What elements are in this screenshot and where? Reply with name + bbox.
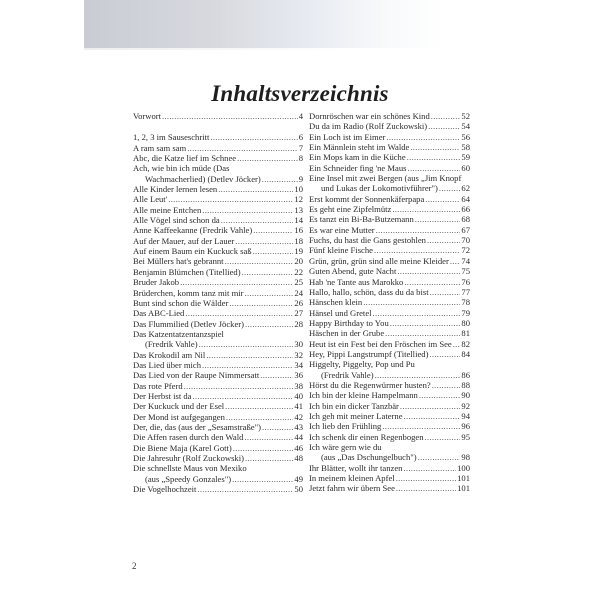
toc-entry-page: 70: [461, 235, 470, 246]
toc-entry-title: Die Biene Maja (Karel Gott): [133, 442, 232, 453]
dot-leader: [233, 443, 294, 453]
toc-entry-page: 75: [461, 266, 470, 277]
toc-entry[interactable]: [133, 432, 303, 442]
dot-leader: [210, 132, 297, 142]
toc-entry[interactable]: [133, 329, 303, 350]
page-number: 2: [132, 561, 137, 571]
toc-entry[interactable]: [133, 350, 303, 360]
dot-leader: [439, 183, 461, 193]
toc-entry-page: 34: [294, 359, 303, 370]
dot-leader: [225, 256, 294, 266]
toc-entry-page: 19: [294, 246, 303, 257]
toc-entry[interactable]: [133, 453, 303, 463]
toc-entry[interactable]: [133, 205, 303, 215]
dot-leader: [403, 463, 456, 473]
toc-entry[interactable]: [309, 318, 470, 328]
toc-entry-title: Abc, die Katze lief im Schnee: [133, 153, 237, 164]
dot-leader: [407, 152, 461, 162]
toc-entry-title: Fünf kleine Fische: [309, 245, 373, 256]
toc-entry-page: 101: [457, 483, 470, 494]
toc-entry[interactable]: [309, 432, 470, 442]
toc-entry-title: Jetzt fahrn wir übern See: [309, 483, 395, 494]
toc-entry-title-continuation: (aus „Das Dschungelbuch"): [321, 452, 417, 463]
toc-entry-title: Ein Loch ist im Eimer: [309, 131, 386, 142]
toc-entry[interactable]: [309, 214, 470, 224]
dot-leader: [390, 318, 461, 328]
toc-entry[interactable]: [309, 308, 470, 318]
dot-leader: [385, 328, 460, 338]
dot-leader: [404, 277, 460, 287]
toc-entry-page: 42: [294, 411, 303, 422]
toc-entry-title-continuation: (Fredrik Vahle): [321, 369, 374, 380]
toc-entry-title: Der Herbst ist da: [133, 390, 192, 401]
toc-entry-page: 20: [294, 256, 303, 267]
toc-entry[interactable]: [309, 256, 470, 266]
toc-entry-title: Der Mond ist aufgegangen: [133, 411, 225, 422]
dot-leader: [262, 422, 293, 432]
toc-entry-title: Die Jahresuhr (Rolf Zuckowski): [133, 453, 244, 463]
toc-entry-title: Alle meine Entchen: [133, 204, 202, 215]
toc-entry[interactable]: [309, 225, 470, 235]
dot-leader: [382, 421, 460, 431]
toc-entry-page: 79: [461, 307, 470, 318]
toc-entry-page: 46: [294, 442, 303, 453]
toc-entry-title: Erst kommt der Sonnenkäferpapa: [309, 193, 425, 204]
toc-entry[interactable]: [133, 484, 303, 494]
dot-leader: [404, 411, 461, 421]
dot-leader: [450, 256, 461, 266]
toc-entry-title: Hey, Pippi Langstrumpf (Titellied): [309, 348, 429, 359]
toc-entry[interactable]: [309, 111, 470, 121]
dot-leader: [242, 267, 294, 277]
toc-entry-title: Das Katzentatzentanzspiel: [133, 328, 224, 339]
dot-leader: [253, 225, 293, 235]
toc-entry-title: Eine Insel mit zwei Bergen (aus „Jim Knopf: [309, 173, 462, 184]
toc-entry-page: 94: [461, 410, 470, 421]
toc-entry-page: 80: [461, 317, 470, 328]
dot-leader: [429, 349, 460, 359]
dot-leader: [180, 277, 293, 287]
toc-entry-title: In meinem kleinen Apfel: [309, 473, 395, 484]
dot-leader: [221, 215, 294, 225]
toc-entry[interactable]: [309, 401, 470, 411]
toc-entry-page: 54: [461, 121, 470, 132]
toc-entry[interactable]: [133, 256, 303, 266]
toc-entry-page: 12: [294, 194, 303, 205]
dot-leader: [262, 174, 298, 184]
toc-entry-title: Es war eine Mutter: [309, 224, 375, 235]
toc-entry-title: Die Affen rasen durch den Wald: [133, 432, 244, 443]
toc-entry-page: 43: [294, 421, 303, 432]
toc-entry-page: 7: [298, 142, 303, 153]
toc-entry-title: Heut ist ein Fest bei den Fröschen im See: [309, 338, 452, 349]
dot-leader: [197, 484, 293, 494]
dot-leader: [162, 111, 298, 121]
toc-entry[interactable]: [133, 143, 303, 153]
toc-entry-title-continuation: (aus „Speedy Gonzales"): [145, 473, 232, 484]
dot-leader: [376, 225, 461, 235]
toc-entry[interactable]: [133, 132, 303, 142]
dot-leader: [206, 350, 293, 360]
toc-entry[interactable]: [309, 328, 470, 338]
toc-entry-title: A ram sam sam: [133, 142, 187, 153]
toc-entry-page: 74: [461, 255, 470, 266]
toc-entry-page: 88: [461, 379, 470, 390]
toc-entry-page: 13: [294, 204, 303, 215]
toc-entry[interactable]: [133, 153, 303, 163]
toc-entry-page: 60: [461, 162, 470, 173]
dot-leader: [245, 453, 293, 463]
toc-entry[interactable]: [133, 319, 303, 329]
dot-leader: [225, 401, 293, 411]
toc-entry-title: Ihr Blätter, wollt ihr tanzen: [309, 462, 403, 473]
toc-entry-page: 82: [461, 338, 470, 349]
toc-entry-page: 32: [294, 349, 303, 360]
toc-entry-title: Der Kuckuck und der Esel: [133, 401, 225, 412]
dot-leader: [260, 370, 293, 380]
toc-entry-title: Ich schenk dir einen Regenbogen: [309, 431, 424, 442]
dot-leader: [410, 142, 460, 152]
toc-entry-page: 8: [298, 153, 303, 164]
dot-leader: [245, 319, 293, 329]
toc-entry-page: 9: [298, 173, 303, 184]
toc-entry[interactable]: [309, 297, 470, 307]
dot-leader: [187, 143, 297, 153]
toc-entry[interactable]: [309, 152, 470, 162]
toc-entry[interactable]: [133, 443, 303, 453]
toc-entry-title: Ein Mops kam in die Küche: [309, 152, 406, 163]
toc-entry[interactable]: [133, 246, 303, 256]
toc-entry-title: Brüderchen, komm tanz mit mir: [133, 287, 244, 298]
toc-entry-page: 58: [461, 142, 470, 153]
dot-leader: [184, 381, 294, 391]
toc-entry-title-continuation: und Lukas der Lokomotivführer"): [321, 183, 438, 194]
toc-entry-page: 27: [294, 308, 303, 319]
toc-entry[interactable]: [309, 287, 470, 297]
dot-leader: [397, 266, 460, 276]
dot-leader: [229, 298, 293, 308]
toc-entry-title: Ich geh mit meiner Laterne: [309, 410, 403, 421]
dot-leader: [232, 474, 293, 484]
toc-entry-page: 81: [461, 328, 470, 339]
toc-entry-page: 4: [298, 111, 303, 121]
toc-entry-title: Bei Müllers hat's gebrannt: [133, 256, 224, 267]
toc-entry[interactable]: [309, 483, 470, 493]
toc-entry-page: 44: [294, 432, 303, 443]
toc-entry-page: 24: [294, 287, 303, 298]
dot-leader: [375, 370, 461, 380]
toc-entry-page: 66: [461, 204, 470, 215]
dot-leader: [237, 153, 298, 163]
toc-entry[interactable]: [309, 421, 470, 431]
dot-leader: [432, 380, 461, 390]
toc-entry-title: Alle Vögel sind schon da: [133, 215, 220, 226]
toc-entry[interactable]: [133, 163, 303, 184]
toc-entry-title-continuation: Wachmacherlied) (Detlev Jöcker): [145, 173, 261, 184]
dot-leader: [235, 236, 293, 246]
dot-leader: [386, 132, 460, 142]
toc-entry-title: Hänsel und Gretel: [309, 307, 372, 318]
toc-entry[interactable]: [133, 381, 303, 391]
header-decoration-band: [84, 0, 600, 48]
toc-entry-title: Anne Kaffeekanne (Fredrik Vahle): [133, 225, 253, 236]
toc-entry-title-continuation: (Fredrik Vahle): [145, 339, 198, 350]
dot-leader: [185, 308, 293, 318]
dot-leader: [192, 391, 293, 401]
toc-entry-title: Auf der Mauer, auf der Lauer: [133, 235, 235, 246]
toc-entry-page: 26: [294, 297, 303, 308]
toc-entry[interactable]: [309, 380, 470, 390]
dot-leader: [400, 401, 460, 411]
toc-entry-page: 41: [294, 401, 303, 412]
toc-entry-page: 68: [461, 214, 470, 225]
toc-entry-title: Auf einem Baum ein Kuckuck saß: [133, 246, 252, 257]
dot-leader: [244, 432, 293, 442]
toc-entry-title: Happy Birthday to You: [309, 317, 389, 328]
toc-entry-title: Das Lied über mich: [133, 359, 202, 370]
toc-entry[interactable]: [133, 236, 303, 246]
toc-entry-title: Bunt sind schon die Wälder: [133, 297, 229, 308]
toc-entry-page: 72: [461, 245, 470, 256]
toc-entry-page: 36: [294, 370, 303, 381]
dot-leader: [202, 360, 293, 370]
toc-entry-title: Das Krokodil am Nil: [133, 349, 206, 360]
toc-entry[interactable]: [309, 390, 470, 400]
toc-entry-title: Ich lieb den Frühling: [309, 421, 382, 432]
toc-entry[interactable]: [309, 142, 470, 152]
toc-spacer: [133, 121, 303, 132]
toc-entry-title: Das ABC-Lied: [133, 308, 185, 319]
dot-leader: [418, 452, 461, 462]
toc-entry[interactable]: [133, 391, 303, 401]
toc-entry-page: 62: [461, 183, 470, 194]
toc-entry-page: 67: [461, 224, 470, 235]
toc-entry-title: Die Vogelhochzeit: [133, 484, 197, 495]
dot-leader: [202, 205, 293, 215]
toc-entry-page: 48: [294, 453, 303, 463]
toc-entry-title: Ein Männlein steht im Walde: [309, 142, 410, 153]
dot-leader: [428, 121, 460, 131]
toc-entry[interactable]: [309, 235, 470, 245]
toc-entry[interactable]: [309, 194, 470, 204]
toc-entry[interactable]: [133, 267, 303, 277]
dot-leader: [396, 473, 456, 483]
toc-entry[interactable]: [309, 442, 470, 463]
toc-entry[interactable]: [309, 121, 470, 131]
toc-entry-title: Vorwort: [133, 111, 162, 121]
dot-leader: [253, 246, 294, 256]
toc-entry-page: 59: [461, 152, 470, 163]
toc-entry-page: 28: [294, 318, 303, 329]
toc-entry-page: 86: [461, 369, 470, 380]
toc-entry-title: Higgelty, Piggelty, Pop und Pu: [309, 359, 415, 370]
dot-leader: [218, 184, 293, 194]
toc-entry-page: 100: [457, 462, 470, 473]
toc-entry-title: Das rote Pferd: [133, 380, 183, 391]
dot-leader: [415, 214, 461, 224]
dot-leader: [431, 111, 461, 121]
toc-entry-page: 98: [461, 452, 470, 463]
toc-entry-page: 38: [294, 380, 303, 391]
toc-entry-title: Die schnellste Maus von Mexiko: [133, 463, 247, 474]
toc-entry[interactable]: [133, 184, 303, 194]
toc-entry-page: 10: [294, 184, 303, 195]
toc-entry-page: 30: [294, 339, 303, 350]
toc-entry-title: Fuchs, du hast die Gans gestohlen: [309, 235, 426, 246]
dot-leader: [419, 390, 461, 400]
toc-entry[interactable]: [309, 245, 470, 255]
toc-entry-title: Hallo, hallo, schön, dass du da bist: [309, 286, 429, 297]
toc-entry[interactable]: [309, 359, 470, 380]
toc-entry-title: Hörst du die Regenwürmer husten?: [309, 379, 431, 390]
dot-leader: [396, 483, 456, 493]
toc-entry-title: Ich bin ein dicker Tanzbär: [309, 400, 399, 411]
dot-leader: [199, 339, 294, 349]
toc-entry-title: Benjamin Blümchen (Titellied): [133, 266, 241, 277]
toc-entry[interactable]: [133, 422, 303, 432]
dot-leader: [392, 204, 460, 214]
toc-entry[interactable]: [133, 111, 303, 121]
toc-entry-title: Das Flummilied (Detlev Jöcker): [133, 318, 244, 329]
toc-entry-page: 49: [294, 473, 303, 484]
toc-entry[interactable]: [133, 308, 303, 318]
dot-leader: [374, 245, 460, 255]
toc-entry[interactable]: [309, 173, 470, 194]
toc-entry[interactable]: [309, 266, 470, 276]
toc-entry[interactable]: [133, 194, 303, 204]
dot-leader: [373, 308, 461, 318]
toc-entry-page: 95: [461, 431, 470, 442]
dot-leader: [430, 287, 461, 297]
toc-entry-page: 64: [461, 193, 470, 204]
toc-entry[interactable]: [133, 298, 303, 308]
toc-entry-page: 40: [294, 390, 303, 401]
toc-entry-page: 76: [461, 276, 470, 287]
toc-entry-page: 92: [461, 400, 470, 411]
toc-entry-title: Alle Leut': [133, 194, 168, 205]
toc-entry-title: Es tanzt ein Bi-Ba-Butzemann: [309, 214, 414, 225]
toc-entry-title: Der, die, das (aus der „Sesamstraße"): [133, 421, 261, 432]
toc-entry[interactable]: [309, 132, 470, 142]
toc-entry[interactable]: [133, 412, 303, 422]
dot-leader: [168, 194, 293, 204]
toc-entry-page: 22: [294, 266, 303, 277]
toc-entry-title: Alle Kinder lernen lesen: [133, 184, 218, 195]
toc-entry-page: 77: [461, 286, 470, 297]
toc-entry-title: Das Lied von der Raupe Nimmersatt: [133, 370, 260, 381]
toc-entry-title: Häschen in der Grube: [309, 328, 385, 339]
dot-leader: [408, 163, 461, 173]
dot-leader: [427, 235, 460, 245]
toc-entry[interactable]: [309, 473, 470, 483]
toc-entry[interactable]: [133, 277, 303, 287]
toc-entry-title: Bruder Jakob: [133, 277, 180, 288]
dot-leader: [226, 412, 294, 422]
dot-leader: [425, 432, 461, 442]
toc-entry-title: Dornröschen war ein schönes Kind: [309, 111, 430, 121]
toc-entry-title: Du da im Radio (Rolf Zuckowski): [309, 121, 428, 132]
toc-entry-title: Ich bin der kleine Hampelmann: [309, 390, 418, 401]
toc-entry-page: 16: [294, 225, 303, 236]
dot-leader: [245, 288, 294, 298]
dot-leader: [453, 339, 461, 349]
toc-entry-title: 1, 2, 3 im Sauseschritt: [133, 132, 210, 143]
toc-entry[interactable]: [133, 401, 303, 411]
toc-entry[interactable]: [309, 277, 470, 287]
toc-entry-title: Guten Abend, gute Nacht: [309, 266, 397, 277]
toc-entry-title: Es geht eine Zipfelmütz: [309, 204, 392, 215]
toc-column-left: [133, 111, 303, 494]
toc-entry-page: 78: [461, 297, 470, 308]
toc-entry-title: Hänschen klein: [309, 297, 363, 308]
toc-entry-page: 101: [457, 473, 470, 484]
toc-entry[interactable]: [309, 163, 470, 173]
toc-entry[interactable]: [133, 225, 303, 235]
toc-entry[interactable]: [133, 215, 303, 225]
toc-entry-page: 56: [461, 131, 470, 142]
page-title: Inhaltsverzeichnis: [211, 81, 389, 107]
toc-entry[interactable]: [133, 370, 303, 380]
toc-entry-page: 84: [461, 348, 470, 359]
toc-entry-page: 6: [298, 132, 303, 143]
toc-entry[interactable]: [309, 339, 470, 349]
toc-entry[interactable]: [133, 288, 303, 298]
toc-entry-title: Hab 'ne Tante aus Marokko: [309, 276, 404, 287]
toc-entry[interactable]: [309, 349, 470, 359]
toc-entry-title: Ach, wie bin ich müde (Das: [133, 163, 230, 174]
toc-entry[interactable]: [133, 463, 303, 484]
toc-entry-title: Ein Schneider fing 'ne Maus: [309, 162, 407, 173]
toc-entry-title: Grün, grün, grün sind alle meine Kleider: [309, 255, 449, 266]
toc-entry[interactable]: [309, 411, 470, 421]
toc-entry-page: 96: [461, 421, 470, 432]
toc-entry[interactable]: [133, 360, 303, 370]
dot-leader: [425, 194, 460, 204]
toc-entry-title: Ich wäre gern wie du: [309, 442, 382, 452]
dot-leader: [363, 297, 460, 307]
toc-entry[interactable]: [309, 463, 470, 473]
toc-entry-page: 18: [294, 235, 303, 246]
toc-entry-page: 50: [294, 484, 303, 495]
toc-entry[interactable]: [309, 204, 470, 214]
toc-column-right: [309, 111, 470, 494]
toc-entry-page: 52: [461, 111, 470, 121]
toc-entry-page: 14: [294, 215, 303, 226]
toc-entry-page: 90: [461, 390, 470, 401]
toc-entry-page: 25: [294, 277, 303, 288]
